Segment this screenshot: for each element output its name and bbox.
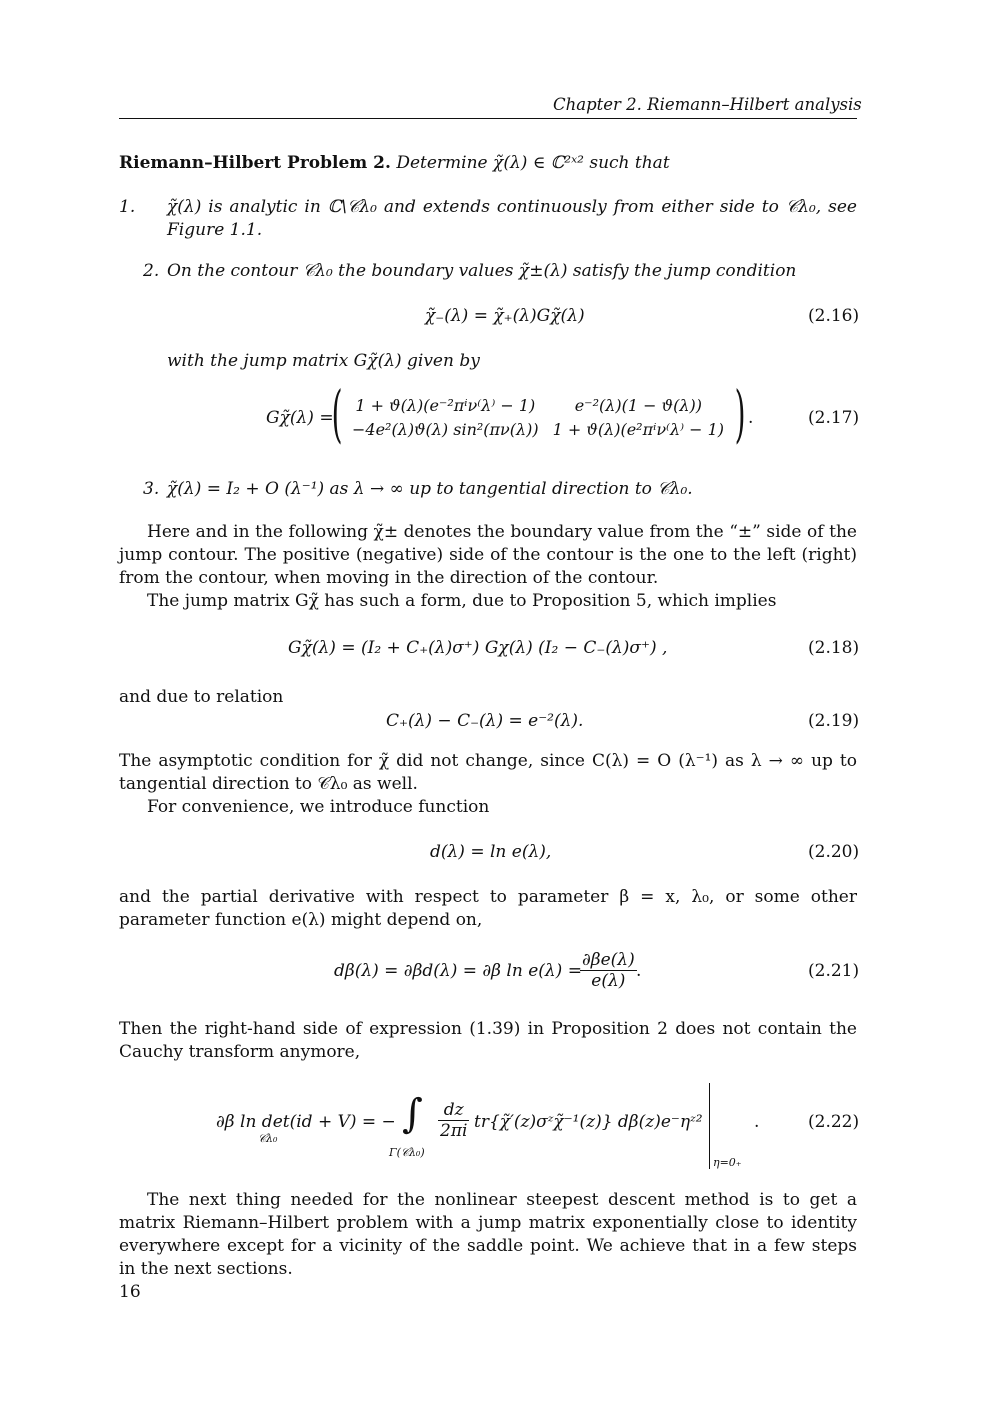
evaluation-bar	[709, 1083, 710, 1169]
integral-subscript: Γ(𝒞λ₀)	[389, 1146, 425, 1159]
equation-2-21-tail: .	[636, 961, 642, 981]
fraction-numerator: dz	[438, 1100, 469, 1121]
problem-statement: Determine χ̃(λ) ∈ ℂ²ˣ² such that	[396, 153, 670, 173]
right-paren: )	[734, 377, 746, 450]
paragraph-boundary-values: Here and in the following χ̃± denotes the boundary value from the “±” side of the jump contour. The positive (negative) side of the contour is the one to the left (right) from the contour, when moving in the direction of the contour.	[119, 522, 857, 588]
problem-item-2	[143, 260, 857, 283]
equation-2-22-tail: .	[754, 1112, 760, 1132]
det-subscript: 𝒞λ₀	[258, 1132, 278, 1145]
item-number: 1.	[119, 197, 136, 217]
matrix-lhs: Gχ̃(λ) =	[266, 408, 334, 428]
matrix-tail: .	[748, 408, 754, 428]
page-number: 16	[119, 1282, 141, 1302]
matrix-entry-11: 1 + ϑ(λ)(e⁻²πⁱν⁽λ⁾ − 1)	[355, 396, 536, 415]
equation-2-20: d(λ) = ln e(λ),	[430, 842, 552, 862]
paragraph-steepest-descent: The next thing needed for the nonlinear steepest descent method is to get a matrix Riemann–Hilbert problem with a jump matrix exponentially close to identity everywhere except for a vicinity of the saddle point. We achieve that in a few steps in the next sections.	[119, 1190, 857, 1279]
equation-number: (2.20)	[808, 842, 860, 862]
paragraph-relation: and due to relation	[119, 687, 284, 707]
fraction-denominator: e(λ)	[591, 971, 626, 991]
item-text: On the contour 𝒞λ₀ the boundary values χ̃±(λ) satisfy the jump condition	[167, 261, 797, 281]
item-number: 3.	[143, 479, 160, 499]
problem-title: Riemann–Hilbert Problem 2.	[119, 153, 391, 173]
left-paren: (	[331, 377, 343, 450]
fraction-denominator: 2πi	[440, 1121, 468, 1141]
equation-number: (2.21)	[808, 961, 860, 981]
equation-2-22-integrand: tr{χ̃′(z)σᶻχ̃⁻¹(z)} dβ(z)e⁻ηᶻ²	[474, 1112, 703, 1132]
header-rule	[119, 118, 857, 119]
paragraph-asymptotic: The asymptotic condition for χ̃ did not change, since C(λ) = O (λ⁻¹) as λ → ∞ up to tangential direction to 𝒞λ₀ as well.	[119, 751, 857, 794]
equation-2-16: χ̃₋(λ) = χ̃₊(λ)Gχ̃(λ)	[425, 306, 585, 326]
jump-matrix-intro: with the jump matrix Gχ̃(λ) given by	[167, 351, 480, 371]
equation-number: (2.16)	[808, 306, 860, 326]
matrix-entry-21: −4e²(λ)ϑ(λ) sin²(πν(λ))	[352, 420, 539, 439]
equation-2-22-lhs: ∂β ln det(id + V) = −	[216, 1112, 396, 1132]
item-text: χ̃(λ) is analytic in ℂ\𝒞λ₀ and extends continuously from either side to 𝒞λ₀, see Figure 1.1.	[167, 197, 857, 240]
equation-number: (2.17)	[808, 408, 860, 428]
integral-sign: ∫	[402, 1091, 423, 1137]
problem-item-3	[143, 478, 857, 501]
equation-2-21-lhs: dβ(λ) = ∂βd(λ) = ∂β ln e(λ) =	[334, 961, 582, 981]
evaluation-subscript: η=0₊	[713, 1156, 742, 1169]
matrix-entry-22: 1 + ϑ(λ)(e²πⁱν⁽λ⁾ − 1)	[552, 420, 725, 439]
paragraph-partial-derivative: and the partial derivative with respect to parameter β = x, λ₀, or some other parameter function e(λ) might depend on,	[119, 887, 857, 930]
equation-number: (2.19)	[808, 711, 860, 731]
running-header: Chapter 2. Riemann–Hilbert analysis	[553, 95, 862, 114]
equation-2-18: Gχ̃(λ) = (I₂ + C₊(λ)σ⁺) Gχ(λ) (I₂ − C₋(λ)σ⁺) ,	[288, 638, 668, 658]
equation-number: (2.22)	[808, 1112, 860, 1132]
problem-item-1	[119, 196, 857, 242]
jump-matrix	[345, 394, 731, 442]
item-text: χ̃(λ) = I₂ + O (λ⁻¹) as λ → ∞ up to tangential direction to 𝒞λ₀.	[167, 479, 693, 499]
paragraph-cauchy: Then the right-hand side of expression (1.39) in Proposition 2 does not contain the Cauchy transform anymore,	[119, 1019, 857, 1062]
equation-2-22-fraction	[438, 1100, 469, 1141]
item-number: 2.	[143, 261, 160, 281]
paragraph-convenience: For convenience, we introduce function	[147, 797, 490, 817]
paragraph-jump-matrix: The jump matrix Gχ̃ has such a form, due to Proposition 5, which implies	[147, 591, 777, 611]
fraction-numerator: ∂βe(λ)	[582, 950, 635, 970]
equation-number: (2.18)	[808, 638, 860, 658]
equation-2-21-fraction	[580, 950, 637, 991]
problem-heading	[119, 152, 670, 175]
equation-2-19: C₊(λ) − C₋(λ) = e⁻²(λ).	[386, 711, 584, 731]
matrix-entry-12: e⁻²(λ)(1 − ϑ(λ))	[574, 396, 702, 415]
